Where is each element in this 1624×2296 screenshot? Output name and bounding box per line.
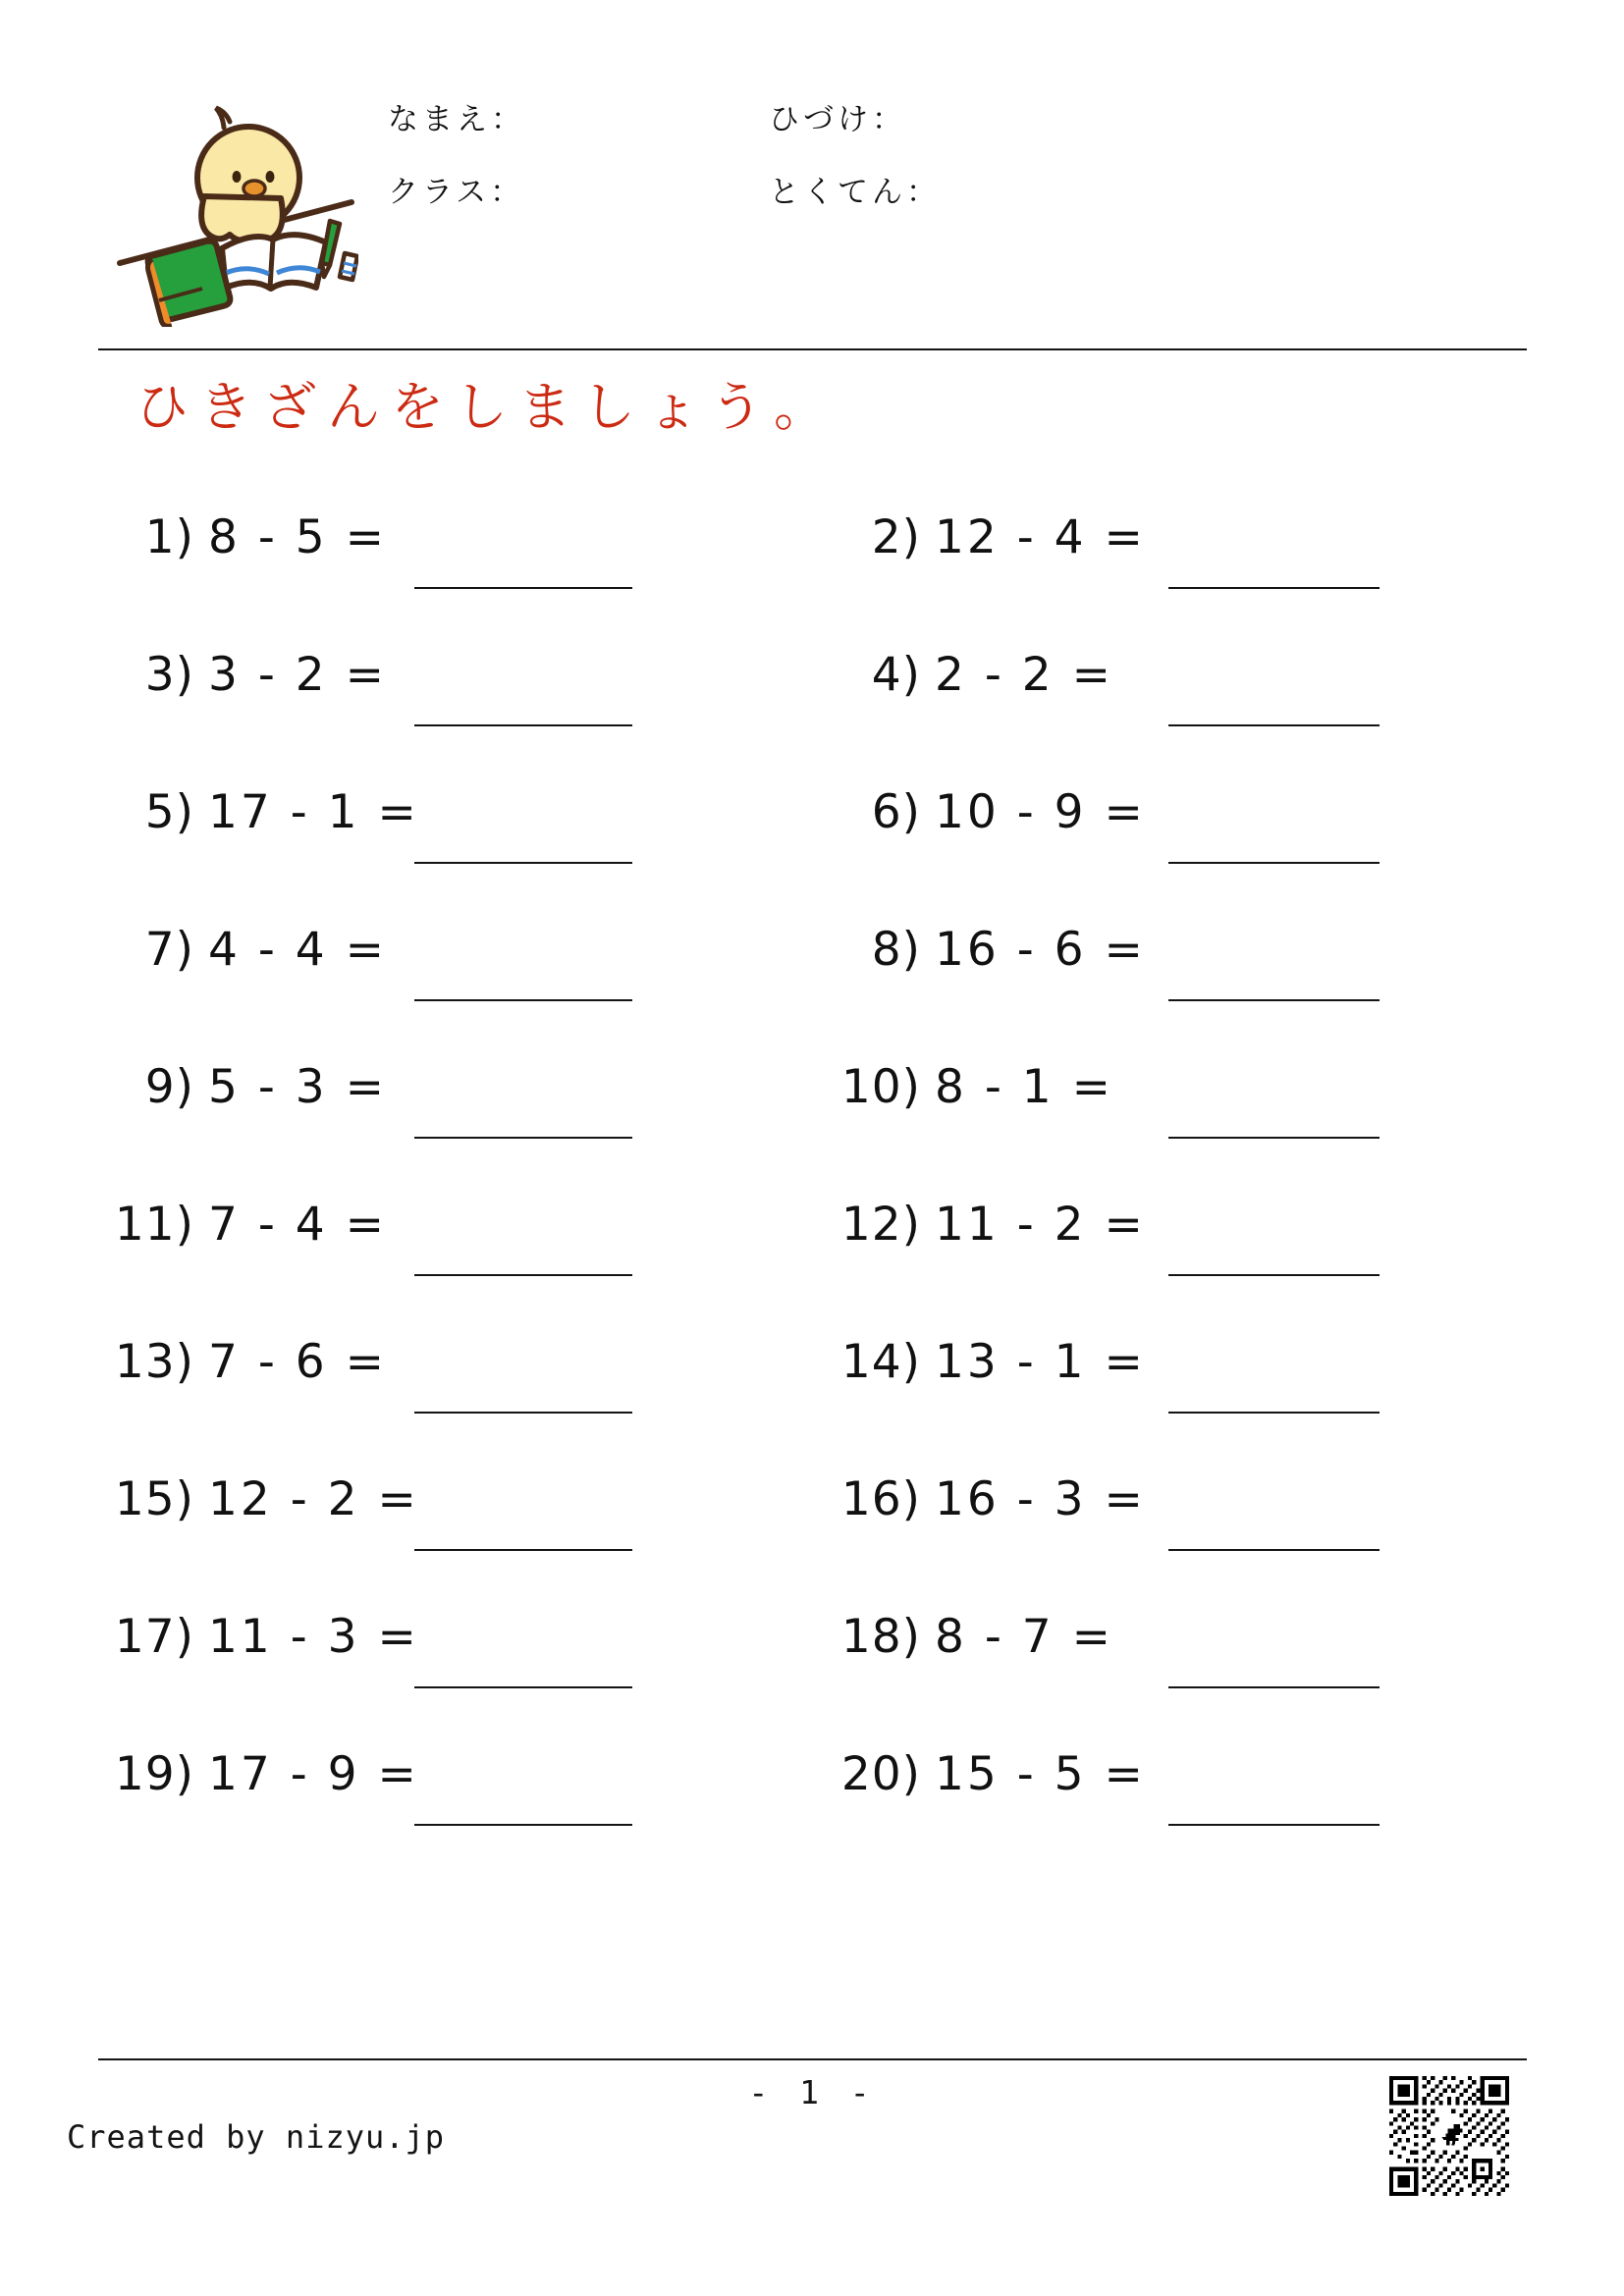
- header-row-2: [388, 167, 1370, 240]
- problem-equation: 16 - 3 =: [935, 1472, 1146, 1526]
- answer-line[interactable]: [414, 1824, 632, 1826]
- problem-equation: 4 - 4 =: [208, 923, 387, 977]
- problem-equation: 12 - 2 =: [208, 1472, 419, 1526]
- problem-expression: [98, 1612, 419, 1663]
- page-number: - 1 -: [748, 2073, 876, 2111]
- problem-row: [98, 1194, 1527, 1331]
- problem-equation: 12 - 4 =: [935, 510, 1146, 564]
- score-field-label: とくてん：: [769, 175, 941, 210]
- problem-item: [825, 919, 1527, 1056]
- problem-equation: 8 - 7 =: [935, 1610, 1113, 1664]
- problem-number: 18): [840, 1610, 921, 1664]
- problem-row: [98, 644, 1527, 781]
- problem-equation: 16 - 6 =: [935, 923, 1146, 977]
- problem-row: [98, 1606, 1527, 1743]
- answer-line[interactable]: [1168, 1412, 1380, 1414]
- problem-number: 20): [840, 1747, 921, 1801]
- answer-line[interactable]: [414, 587, 632, 589]
- problem-equation: 17 - 9 =: [208, 1747, 419, 1801]
- problem-expression: [98, 1474, 419, 1525]
- problem-item: [825, 1468, 1527, 1606]
- problem-row: [98, 507, 1527, 644]
- problem-equation: 17 - 1 =: [208, 785, 419, 839]
- answer-line[interactable]: [1168, 999, 1380, 1001]
- credit-text: Created by nizyu.jp: [67, 2118, 446, 2156]
- problem-expression: [98, 787, 419, 838]
- problem-number: 9): [144, 1060, 194, 1114]
- header-divider: [98, 348, 1527, 350]
- answer-line[interactable]: [1168, 1274, 1380, 1276]
- problem-number: 13): [114, 1335, 194, 1389]
- problem-number: 17): [114, 1610, 194, 1664]
- problem-item: [98, 1606, 785, 1743]
- problem-row: [98, 1468, 1527, 1606]
- problem-row: [98, 919, 1527, 1056]
- problem-equation: 7 - 6 =: [208, 1335, 387, 1389]
- problem-item: [98, 644, 785, 781]
- problem-expression: [825, 925, 1146, 976]
- problem-equation: 5 - 3 =: [208, 1060, 387, 1114]
- problem-item: [825, 644, 1527, 781]
- class-field-label: クラス：: [388, 175, 525, 210]
- problem-equation: 8 - 5 =: [208, 510, 387, 564]
- problem-number: 16): [840, 1472, 921, 1526]
- problem-row: [98, 1056, 1527, 1194]
- answer-line[interactable]: [1168, 1137, 1380, 1139]
- problem-item: [825, 1194, 1527, 1331]
- date-field-label: ひづけ：: [769, 102, 906, 137]
- problem-expression: [825, 1062, 1113, 1113]
- problem-row: [98, 1331, 1527, 1468]
- problem-item: [98, 1468, 785, 1606]
- problem-equation: 2 - 2 =: [935, 648, 1113, 702]
- problem-item: [825, 1056, 1527, 1194]
- problem-item: [98, 507, 785, 644]
- problem-expression: [825, 650, 1113, 701]
- problem-equation: 8 - 1 =: [935, 1060, 1113, 1114]
- problem-equation: 13 - 1 =: [935, 1335, 1146, 1389]
- problem-item: [98, 1743, 785, 1881]
- problem-number: 4): [871, 648, 921, 702]
- problem-item: [825, 1331, 1527, 1468]
- problem-number: 2): [871, 510, 921, 564]
- problem-equation: 11 - 2 =: [935, 1198, 1146, 1252]
- problem-item: [825, 781, 1527, 919]
- problem-item: [98, 1194, 785, 1331]
- problem-expression: [825, 1612, 1113, 1663]
- problem-item: [98, 1331, 785, 1468]
- problem-equation: 3 - 2 =: [208, 648, 387, 702]
- problem-grid: [98, 507, 1527, 1881]
- problem-expression: [98, 1337, 387, 1388]
- problem-equation: 11 - 3 =: [208, 1610, 419, 1664]
- problem-expression: [98, 512, 387, 563]
- problem-item: [825, 1743, 1527, 1881]
- chick-mascot-icon: [98, 86, 358, 327]
- qr-code-icon[interactable]: [1389, 2076, 1509, 2196]
- problem-number: 8): [871, 923, 921, 977]
- answer-line[interactable]: [414, 1412, 632, 1414]
- answer-line[interactable]: [414, 1686, 632, 1688]
- worksheet-title: ひきざんをしましょう。: [135, 376, 838, 438]
- problem-expression: [98, 1062, 387, 1113]
- answer-line[interactable]: [1168, 1824, 1380, 1826]
- answer-line[interactable]: [1168, 587, 1380, 589]
- answer-line[interactable]: [414, 862, 632, 864]
- problem-equation: 7 - 4 =: [208, 1198, 387, 1252]
- problem-number: 14): [840, 1335, 921, 1389]
- worksheet-header: [0, 0, 1624, 348]
- problem-item: [98, 919, 785, 1056]
- problem-number: 12): [840, 1198, 921, 1252]
- header-fields: [388, 94, 1370, 240]
- problem-number: 6): [871, 785, 921, 839]
- answer-line[interactable]: [414, 1549, 632, 1551]
- problem-expression: [98, 650, 387, 701]
- problem-number: 1): [144, 510, 194, 564]
- problem-number: 11): [114, 1198, 194, 1252]
- problem-row: [98, 1743, 1527, 1881]
- answer-line[interactable]: [1168, 724, 1380, 726]
- problem-number: 10): [840, 1060, 921, 1114]
- header-row-1: [388, 94, 1370, 167]
- problem-row: [98, 781, 1527, 919]
- problem-equation: 15 - 5 =: [935, 1747, 1146, 1801]
- problem-equation: 10 - 9 =: [935, 785, 1146, 839]
- problem-expression: [98, 1200, 387, 1251]
- problem-expression: [825, 512, 1146, 563]
- answer-line[interactable]: [414, 1274, 632, 1276]
- problem-item: [98, 1056, 785, 1194]
- problem-expression: [825, 787, 1146, 838]
- problem-item: [825, 507, 1527, 644]
- problem-number: 19): [114, 1747, 194, 1801]
- footer-divider: [98, 2058, 1527, 2060]
- problem-expression: [825, 1200, 1146, 1251]
- problem-item: [825, 1606, 1527, 1743]
- problem-item: [98, 781, 785, 919]
- answer-line[interactable]: [414, 724, 632, 726]
- problem-number: 7): [144, 923, 194, 977]
- answer-line[interactable]: [1168, 1686, 1380, 1688]
- problem-number: 5): [144, 785, 194, 839]
- problem-number: 15): [114, 1472, 194, 1526]
- problem-expression: [825, 1749, 1146, 1800]
- name-field-label: なまえ：: [388, 102, 525, 137]
- answer-line[interactable]: [414, 999, 632, 1001]
- problem-expression: [825, 1474, 1146, 1525]
- problem-expression: [825, 1337, 1146, 1388]
- problem-expression: [98, 925, 387, 976]
- answer-line[interactable]: [1168, 862, 1380, 864]
- problem-expression: [98, 1749, 419, 1800]
- problem-number: 3): [144, 648, 194, 702]
- answer-line[interactable]: [1168, 1549, 1380, 1551]
- answer-line[interactable]: [414, 1137, 632, 1139]
